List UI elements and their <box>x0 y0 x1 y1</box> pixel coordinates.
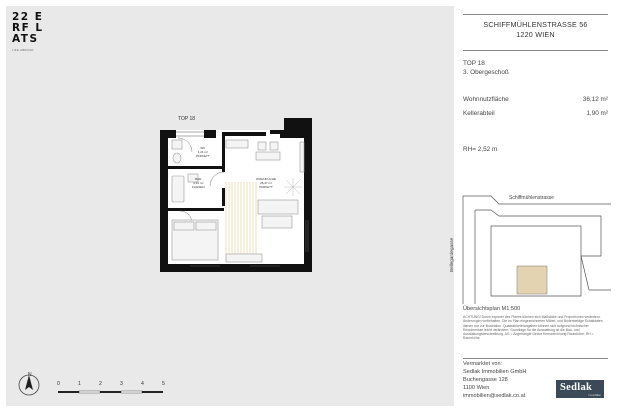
logo-line-2: RF L <box>12 22 44 34</box>
divider <box>463 14 608 15</box>
disclaimer: ACHTUNG! Durch explorer des Planes können sich Maßstäbe und Proportionen verändern. Änderungen vorbehalten. Die im Plan eingezeichneten Möbel- und Bodenbeläge Schaltdaten dienen nur zur Illustration. Quadratmeterangaben können sich aufgrund technischer Erfordernisse leicht verändern. Grundlage für die Ausstattung ist die Bau- und Ausstattungsbeschreibung. AG = Abgehängte Decke Kennzeichnung Raumhöhe; RH = Raumhöhe <box>463 315 603 341</box>
brand-logo <box>12 12 52 45</box>
agent-city: 1100 Wien <box>463 385 490 391</box>
bad-room-label <box>192 177 205 189</box>
scale-3: 3 <box>120 381 123 387</box>
logo-subtitle: LIFE ABROAD <box>12 48 34 52</box>
floorplan-top-label: TOP 18 <box>178 116 196 122</box>
logo-line-1: 22 E <box>12 11 44 23</box>
room-height: RH= 2,52 m <box>463 146 498 153</box>
area-label-1: Wohnnutzfläche <box>463 96 509 103</box>
living-floor: PARKETT <box>259 185 273 189</box>
living-room-label <box>256 177 276 189</box>
unit-floor: 3. Obergeschoß <box>463 69 509 76</box>
north-label: N <box>28 372 32 378</box>
wc-area: 1,21 m² <box>197 150 208 154</box>
street-top-label: Schiffmühlenstrasse <box>509 195 554 201</box>
area-label-2: Kellerabteil <box>463 110 495 117</box>
info-panel <box>449 6 614 406</box>
agent-intro: Vermarktet von: <box>463 361 503 367</box>
scale-0: 0 <box>57 381 60 387</box>
agent-street: Buchengasse 128 <box>463 377 508 383</box>
logo-line-3: ATS <box>12 33 39 45</box>
bad-floor: FLIESEN <box>192 185 205 189</box>
unit-top: TOP 18 <box>463 60 485 67</box>
sedlak-logo <box>556 380 604 398</box>
divider <box>463 358 608 359</box>
scale-5: 5 <box>162 381 165 387</box>
scale-4: 4 <box>141 381 144 387</box>
living-area: 28,47 m² <box>260 181 272 185</box>
street-side-label: Bellegardegasse <box>449 237 454 272</box>
scale-2: 2 <box>99 381 102 387</box>
area-value-2: 1,90 m² <box>586 110 608 117</box>
agent-company: Sedlak Immobilien GmbH <box>463 369 527 375</box>
agent-email[interactable]: immobilien@sedlak.co.at <box>463 393 526 399</box>
scale-1: 1 <box>78 381 81 387</box>
site-plan-map <box>461 186 611 304</box>
sedlak-logo-text: Sedlak <box>560 382 593 393</box>
divider <box>463 50 608 51</box>
bad-name: BAD <box>195 177 202 181</box>
wc-floor: PARKETT <box>196 154 210 158</box>
site-plan-caption: Übersichtsplan M1:500 <box>463 306 521 312</box>
sedlak-logo-sub: Immobilien <box>588 394 601 397</box>
street-address: SCHIFFMÜHLENSTRASSE 56 <box>483 20 588 29</box>
living-name: WOHNKÜCHE <box>256 177 276 181</box>
area-value-1: 36,12 m² <box>582 96 608 103</box>
city: 1220 WIEN <box>516 30 555 39</box>
scale-bar <box>58 390 170 400</box>
bad-area: 4,34 m² <box>193 181 204 185</box>
wc-room-label <box>196 146 210 158</box>
apartment-floor-plan <box>160 112 320 274</box>
wc-name: WC <box>200 146 206 150</box>
